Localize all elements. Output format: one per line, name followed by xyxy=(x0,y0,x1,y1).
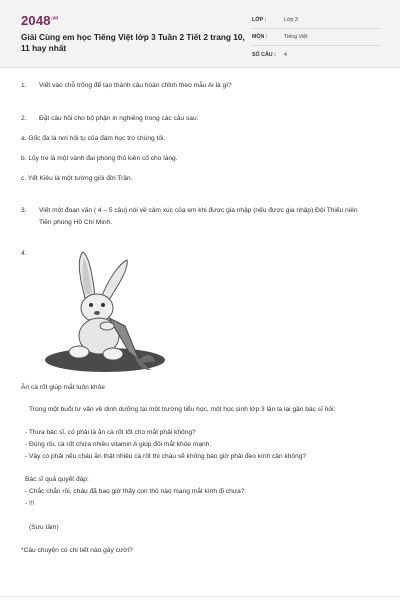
meta-label: LỚP : xyxy=(252,17,267,23)
logo-suffix-text: .vn xyxy=(50,15,59,22)
site-logo[interactable] xyxy=(21,13,59,28)
logo-main-text: 2048 xyxy=(21,13,51,28)
meta-label: SỐ CÂU : xyxy=(252,51,276,58)
story-paragraph: Trong một buổi tư vấn về dinh dưỡng tại một trường tiểu học, một học sinh lớp 3 lân la lại gần bác sĩ hỏi: xyxy=(29,406,336,413)
story-question: *Câu chuyện có chi tiết nào gây cười? xyxy=(21,547,133,554)
story-source: (Sưu tầm) xyxy=(29,524,59,531)
page-bottom-divider xyxy=(0,596,400,597)
meta-row-grade xyxy=(252,12,380,29)
question-text: Viết một đoạn văn ( 4 – 5 câu) nói về cảm xúc của em khi được gia nhập (nếu được gia nhập) Đội Thiếu niên Tiền phong Hồ Chí Minh. xyxy=(39,207,358,226)
meta-label: MÔN : xyxy=(252,34,268,40)
document-meta-table xyxy=(252,12,380,63)
story-line: - Chắc chắn rồi, cháu đã bao giờ thấy con thỏ nào mang mắt kính đi chưa? xyxy=(25,488,245,495)
question-2-item-a: a. Gốc đa là nơi hội tụ của đám học trò chúng tôi. xyxy=(21,135,166,142)
question-text: Viết vào chỗ trống để tạo thành câu hoàn chỉnh theo mẫu Ai là gì? xyxy=(39,82,232,89)
story-line: - Vậy có phải nếu cháu ăn thật nhiều cà rốt thì cháu sẽ không bao giờ phải đeo kính cận không? xyxy=(25,453,307,460)
document-title: Giải Cùng em học Tiếng Việt lớp 3 Tuần 2 Tiết 2 trang 10, 11 hay nhất xyxy=(21,32,245,53)
question-number: 3. xyxy=(21,207,27,214)
question-number: 1. xyxy=(21,82,27,89)
question-2-item-b: b. Lũy tre là một vành đai phòng thủ kiên cố cho làng. xyxy=(21,155,178,162)
story-line: - Thưa bác sĩ, có phải là ăn cà rốt tốt cho mắt phải không? xyxy=(25,429,196,436)
meta-row-subject xyxy=(252,29,380,46)
story-line: - Đúng rồi, cà rốt chứa nhiều vitamin A giúp đôi mắt khỏe mạnh. xyxy=(25,441,212,448)
question-text: Đặt câu hỏi cho bộ phận in nghiêng trong các câu sau: xyxy=(39,115,199,122)
question-2-item-c: c. Yết Kiêu là một tướng giỏi đời Trần. xyxy=(21,175,133,182)
meta-value: 4 xyxy=(284,51,287,58)
rabbit-carrot-illustration xyxy=(43,248,173,376)
story-line: Bác sĩ quả quyết đáp: xyxy=(25,476,89,483)
meta-row-question-count xyxy=(252,46,380,63)
document-header xyxy=(0,0,400,68)
meta-value: Lớp 3 xyxy=(284,17,298,23)
question-number: 2. xyxy=(21,115,27,122)
story-title: Ăn cà rốt giúp mắt luôn khỏe xyxy=(21,384,105,391)
meta-value: Tiếng Việt xyxy=(284,34,308,40)
question-number: 4. xyxy=(21,250,27,257)
story-line: - !!! xyxy=(25,500,35,507)
